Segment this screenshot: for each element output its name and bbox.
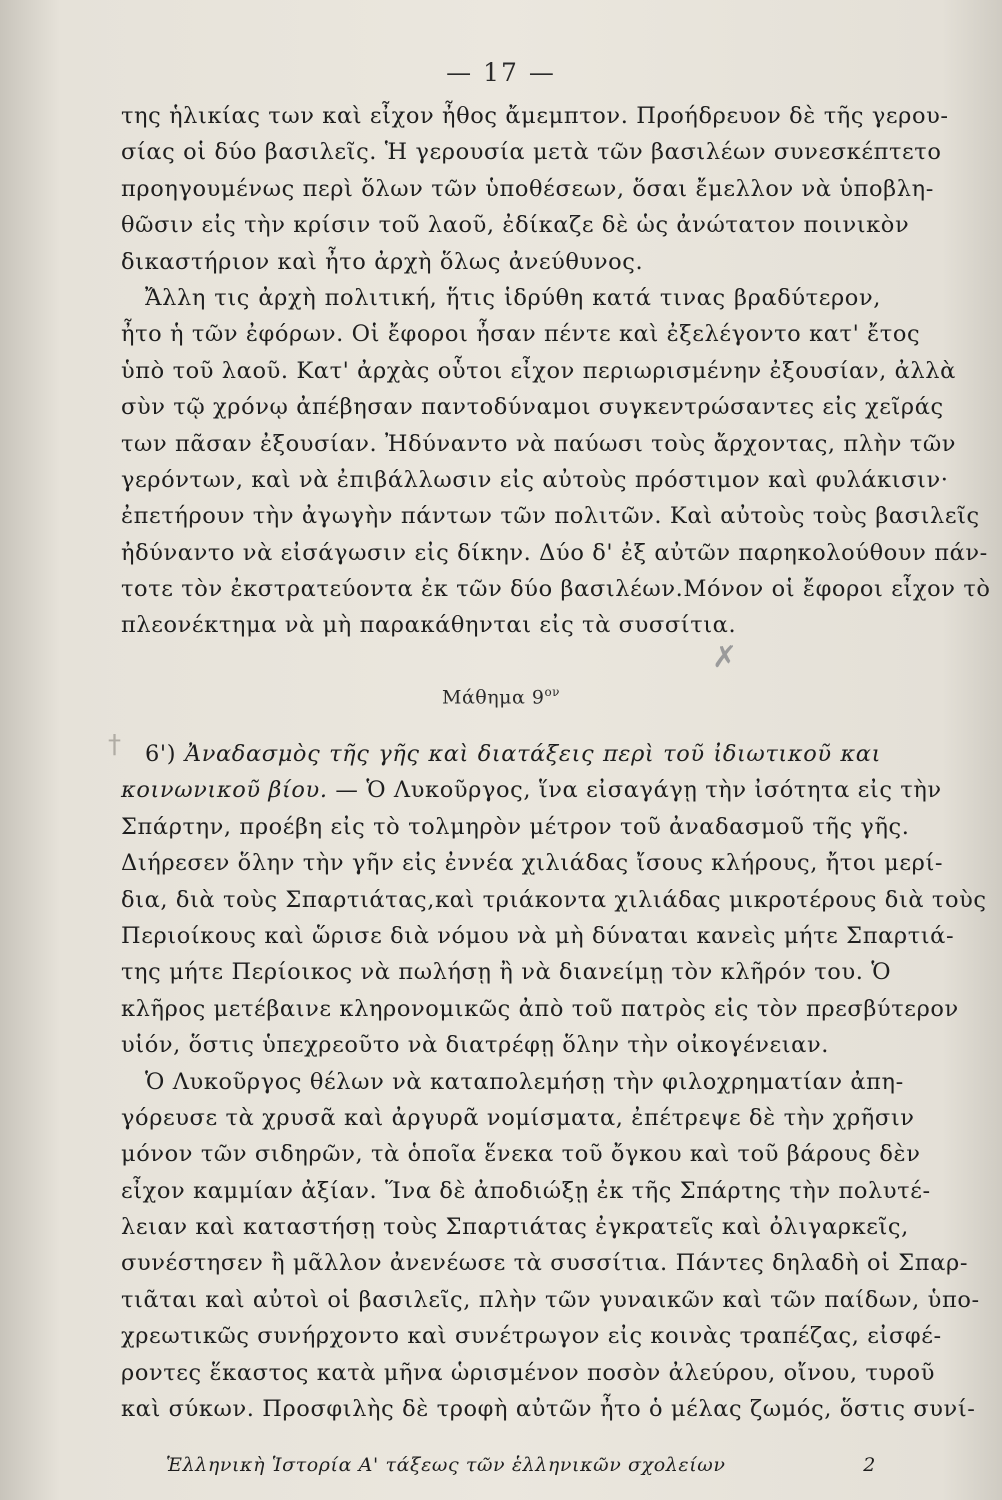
section-title-cont: κοινωνικοῦ βίου. bbox=[121, 777, 328, 804]
text-line: Ἄλλη τις ἀρχὴ πολιτική, ἥτις ἱδρύθη κατά τινας βραδύτερον, bbox=[145, 284, 881, 311]
page-number: — 17 — bbox=[446, 58, 556, 87]
text-line bbox=[121, 772, 942, 808]
text-line: κλῆρος μετέβαινε κληρονομικῶς ἀπὸ τοῦ πατρὸς εἰς τὸν πρεσβύτερον bbox=[121, 995, 959, 1022]
margin-mark: † bbox=[108, 730, 121, 760]
text-line: Σπάρτην, προέβη εἰς τὸ τολμηρὸν μέτρον τοῦ ἀναδασμοῦ τῆς γῆς. bbox=[121, 813, 910, 840]
text-line: των πᾶσαν ἐξουσίαν. Ἠδύναντο νὰ παύωσι τοὺς ἄρχοντας, πλὴν τῶν bbox=[121, 430, 957, 457]
text-line: σίας οἱ δύο βασιλεῖς. Ἡ γερουσία μετὰ τῶν βασιλέων συνεσκέπτετο bbox=[121, 139, 942, 166]
section-number: 6') bbox=[145, 741, 185, 767]
text-line: εἶχον καμμίαν ἀξίαν. Ἵνα δὲ ἀποδιώξῃ ἐκ τῆς Σπάρτης τὴν πολυτέ- bbox=[121, 1177, 931, 1204]
section-title-rest: — Ὁ Λυκοῦργος, ἵνα εἰσαγάγῃ τὴν ἰσότητα εἰς τὴν bbox=[335, 777, 942, 804]
text-line: ἠδύναντο νὰ εἰσάγωσιν εἰς δίκην. Δύο δ' ἐξ αὐτῶν παρηκολούθουν πάν- bbox=[121, 539, 988, 566]
text-line: τιᾶται καὶ αὐτοὶ οἱ βασιλεῖς, πλὴν τῶν γυναικῶν καὶ τῶν παίδων, ὑπο- bbox=[121, 1286, 980, 1313]
text-line: ἦτο ἡ τῶν ἐφόρων. Οἱ ἔφοροι ἦσαν πέντε καὶ ἐξελέγοντο κατ' ἔτος bbox=[121, 321, 921, 348]
text-line: Περιοίκους καὶ ὥρισε διὰ νόμου νὰ μὴ δύναται κανεὶς μήτε Σπαρτιά- bbox=[121, 922, 955, 949]
paragraph-block-ephors bbox=[121, 98, 991, 644]
text-line: Διήρεσεν ὅλην τὴν γῆν εἰς ἐννέα χιλιάδας ἴσους κλήρους, ἤτοι μερί- bbox=[121, 850, 944, 877]
text-line: πλεονέκτημα νὰ μὴ παρακάθηνται εἰς τὰ συσσίτια. bbox=[121, 612, 737, 639]
text-line: λειαν καὶ καταστήσῃ τοὺς Σπαρτιάτας ἐγκρατεῖς καὶ ὀλιγαρκεῖς, bbox=[121, 1214, 909, 1241]
text-line: της ἡλικίας των καὶ εἶχον ἦθος ἄμεμπτον. Προήδρευον δὲ τῆς γερου- bbox=[121, 103, 949, 129]
text-line: ροντες ἕκαστος κατὰ μῆνα ὡρισμένον ποσὸν ἀλεύρου, οἴνου, τυροῦ bbox=[121, 1359, 935, 1386]
pencil-mark: ✗ bbox=[712, 640, 738, 675]
lesson-heading-text: Μάθημα 9 bbox=[442, 686, 545, 709]
text-line: προηγουμένως περὶ ὅλων τῶν ὑποθέσεων, ὅσαι ἔμελλον νὰ ὑποβλη- bbox=[121, 175, 934, 202]
text-line: ὑπὸ τοῦ λαοῦ. Κατ' ἀρχὰς οὗτοι εἶχον περιωρισμένην ἐξουσίαν, ἀλλὰ bbox=[121, 357, 956, 384]
lesson-heading bbox=[0, 685, 1002, 708]
footer-signature bbox=[166, 1454, 876, 1476]
text-line: δικαστήριον καὶ ἦτο ἀρχὴ ὅλως ἀνεύθυνος. bbox=[121, 248, 644, 275]
paragraph-block-lycurgus bbox=[121, 736, 987, 1427]
text-line: της μήτε Περίοικος νὰ πωλήσῃ ἢ νὰ διανείμῃ τὸν κλῆρόν του. Ὁ bbox=[121, 959, 892, 986]
text-line: υἱόν, ὅστις ὑπεχρεοῦτο νὰ διατρέφῃ ὅλην τὴν οἰκογένειαν. bbox=[121, 1032, 830, 1059]
text-line: καὶ σύκων. Προσφιλὴς δὲ τροφὴ αὐτῶν ἦτο ὁ μέλας ζωμός, ὅστις συνί- bbox=[121, 1396, 976, 1423]
text-line: συνέστησεν ἢ μᾶλλον ἀνενέωσε τὰ συσσίτια. Πάντες δηλαδὴ οἱ Σπαρ- bbox=[121, 1250, 969, 1277]
footer-sheet-number: 2 bbox=[863, 1454, 876, 1476]
text-line: γερόντων, καὶ νὰ ἐπιβάλλωσιν εἰς αὐτοὺς πρόστιμον καὶ φυλάκισιν· bbox=[121, 466, 949, 493]
section-title: Ἀναδασμὸς τῆς γῆς καὶ διατάξεις περὶ τοῦ ἰδιωτικοῦ και bbox=[184, 741, 881, 767]
text-line: χρεωτικῶς συνήρχοντο καὶ συνέτρωγον εἰς κοινὰς τραπέζας, εἰσφέ- bbox=[121, 1323, 942, 1350]
text-line: ἐπετήρουν τὴν ἀγωγὴν πάντων τῶν πολιτῶν. Καὶ αὐτοὺς τοὺς βασιλεῖς bbox=[121, 503, 980, 530]
lesson-heading-sup: ον bbox=[544, 685, 560, 699]
text-line: Ὁ Λυκοῦργος θέλων νὰ καταπολεμήσῃ τὴν φιλοχρηματίαν ἀπη- bbox=[145, 1068, 904, 1095]
text-line: μόνον τῶν σιδηρῶν, τὰ ὁποῖα ἕνεκα τοῦ ὄγκου καὶ τοῦ βάρους δὲν bbox=[121, 1141, 921, 1168]
text-line: σὺν τῷ χρόνῳ ἀπέβησαν παντοδύναμοι συγκεντρώσαντες εἰς χεῖράς bbox=[121, 394, 944, 421]
text-line: γόρευσε τὰ χρυσᾶ καὶ ἀργυρᾶ νομίσματα, ἐπέτρεψε δὲ τὴν χρῆσιν bbox=[121, 1104, 915, 1131]
text-line: θῶσιν εἰς τὴν κρίσιν τοῦ λαοῦ, ἐδίκαζε δὲ ὡς ἀνώτατον ποινικὸν bbox=[121, 212, 910, 239]
footer-title: Ἑλληνικὴ Ἱστορία Α' τάξεως τῶν ἑλληνικῶν σχολείων bbox=[166, 1454, 726, 1476]
text-line: δια, διὰ τοὺς Σπαρτιάτας,καὶ τριάκοντα χιλιάδας μικροτέρους διὰ τοὺς bbox=[121, 886, 987, 913]
text-line: τοτε τὸν ἐκστρατεύοντα ἐκ τῶν δύο βασιλέων.Μόνον οἱ ἔφοροι εἶχον τὸ bbox=[121, 576, 991, 603]
section-title-line bbox=[121, 736, 881, 772]
